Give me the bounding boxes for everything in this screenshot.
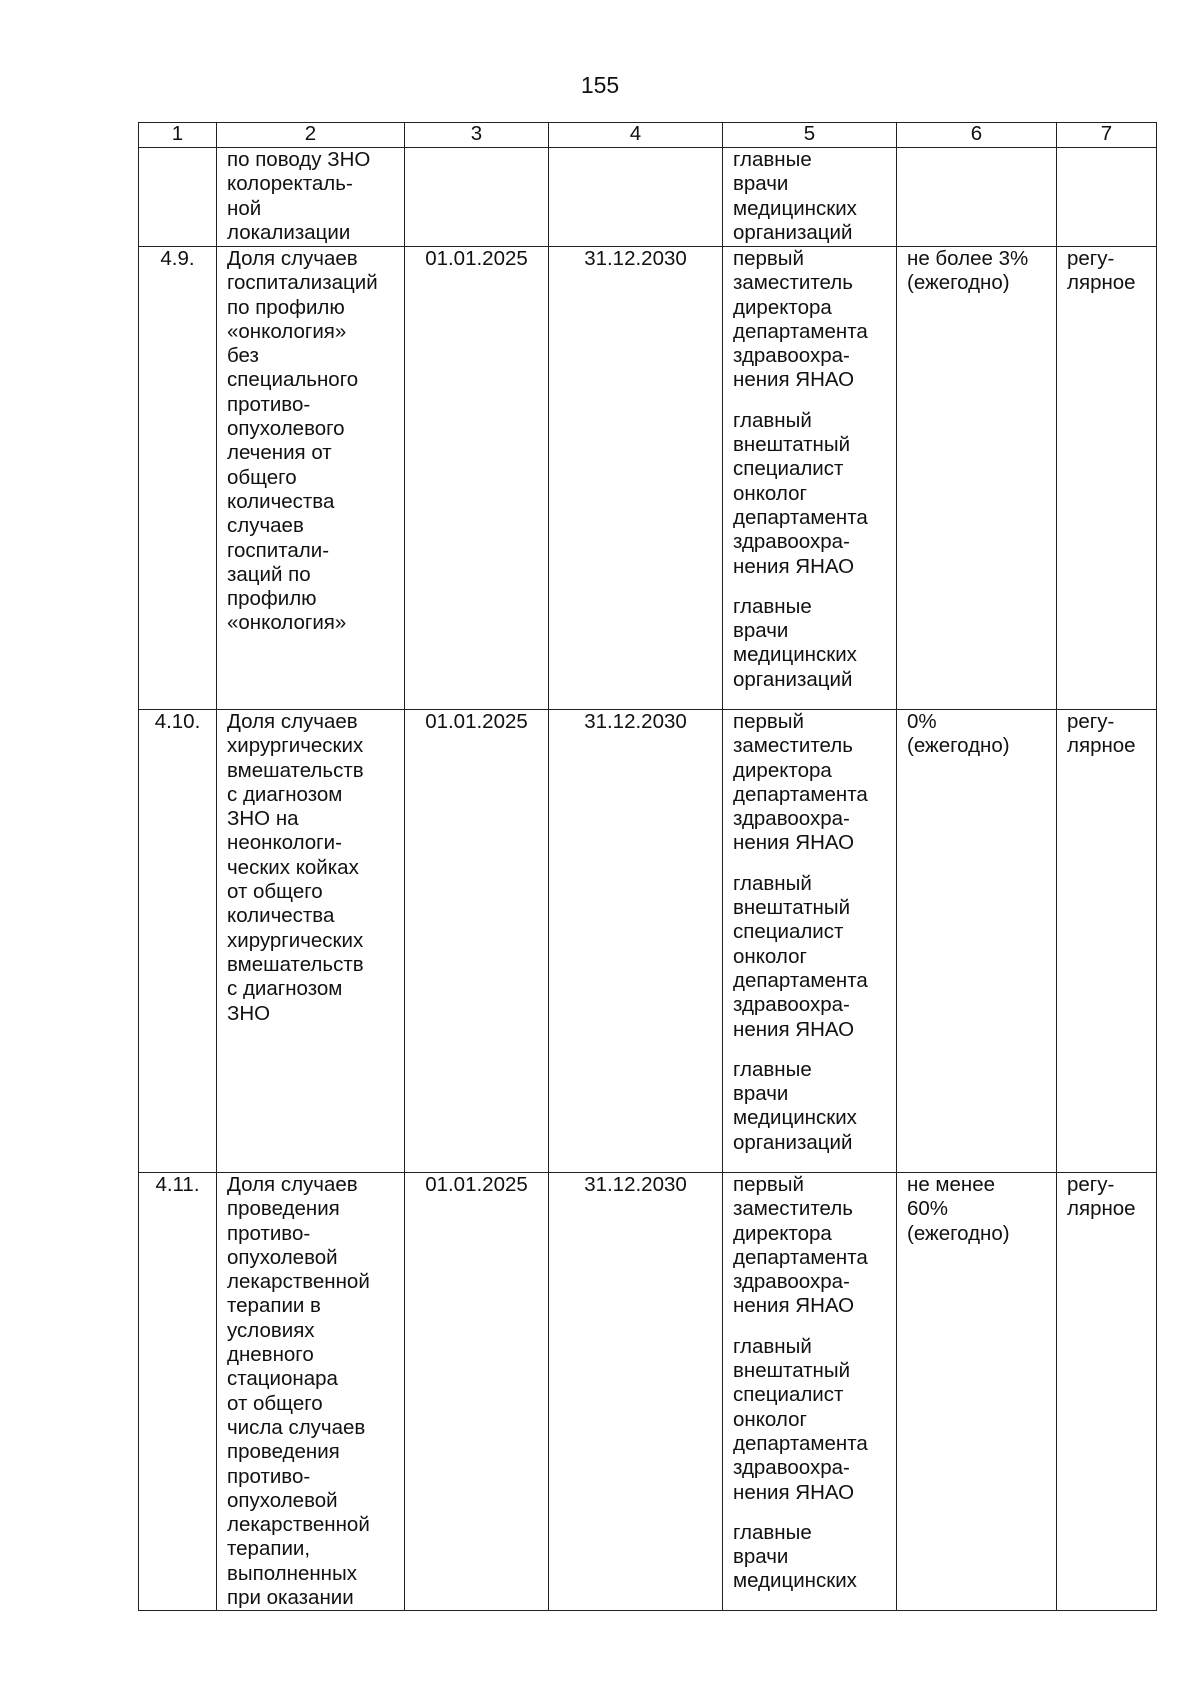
table-row xyxy=(139,710,1157,1173)
row-number: 4.9. xyxy=(160,247,195,270)
responsible-text: главный внештатный специалист онколог департамента здравоохра- нения ЯНАО xyxy=(733,408,868,578)
page-number: 155 xyxy=(580,72,620,98)
end-date: 31.12.2030 xyxy=(584,247,687,270)
column-header-4: 4 xyxy=(549,123,723,148)
target-value: не менее 60% (ежегодно) xyxy=(907,1173,1010,1245)
responsible-text: главные врачи медицинских организаций xyxy=(733,1057,857,1154)
measures-table xyxy=(138,122,1157,1611)
indicator-text: Доля случаев госпитализаций по профилю «онкология» без специального противо- опухолевого лечения от общего количества случаев госпитали- заций по профилю «онкология» xyxy=(227,247,378,635)
responsible-text: первый заместитель директора департамента здравоохра- нения ЯНАО xyxy=(733,247,868,392)
column-header-3: 3 xyxy=(405,123,549,148)
header-row xyxy=(139,123,1157,148)
column-header-5: 5 xyxy=(723,123,897,148)
frequency-text: регу- лярное xyxy=(1067,710,1136,758)
target-value: не более 3% (ежегодно) xyxy=(907,247,1029,295)
responsible-text: главные врачи медицинских xyxy=(733,1520,857,1593)
frequency-text: регу- лярное xyxy=(1067,1173,1136,1221)
start-date: 01.01.2025 xyxy=(425,1173,528,1196)
row-number: 4.10. xyxy=(154,710,201,733)
indicator-text: по поводу ЗНО колоректаль- ной локализации xyxy=(227,148,371,244)
responsible-text: первый заместитель директора департамента здравоохра- нения ЯНАО xyxy=(733,710,868,855)
start-date: 01.01.2025 xyxy=(425,247,528,270)
table-row xyxy=(139,148,1157,247)
responsible-text: первый заместитель директора департамента здравоохра- нения ЯНАО xyxy=(733,1173,868,1318)
responsible-text: главные врачи медицинских организаций xyxy=(733,148,857,244)
responsible-text: главные врачи медицинских организаций xyxy=(733,594,857,691)
end-date: 31.12.2030 xyxy=(584,710,687,733)
responsible-text: главный внештатный специалист онколог департамента здравоохра- нения ЯНАО xyxy=(733,871,868,1041)
column-header-6: 6 xyxy=(897,123,1057,148)
column-header-2: 2 xyxy=(217,123,405,148)
frequency-text: регу- лярное xyxy=(1067,247,1136,295)
indicator-text: Доля случаев хирургических вмешательств с диагнозом ЗНО на неонкологи- ческих койках от общего количества хирургических вмешательств с диагнозом ЗНО xyxy=(227,710,364,1025)
responsible-text: главный внештатный специалист онколог департамента здравоохра- нения ЯНАО xyxy=(733,1334,868,1504)
column-header-7: 7 xyxy=(1057,123,1157,148)
target-value: 0% (ежегодно) xyxy=(907,710,1010,758)
table-row xyxy=(139,247,1157,710)
indicator-text: Доля случаев проведения противо- опухолевой лекарственной терапии в условиях дневного стационара от общего числа случаев проведения противо- опухолевой лекарственной терапии, выполненных при оказании xyxy=(227,1173,370,1610)
start-date: 01.01.2025 xyxy=(425,710,528,733)
row-number: 4.11. xyxy=(155,1173,200,1196)
column-header-1: 1 xyxy=(139,123,217,148)
table-row xyxy=(139,1173,1157,1611)
end-date: 31.12.2030 xyxy=(584,1173,687,1196)
